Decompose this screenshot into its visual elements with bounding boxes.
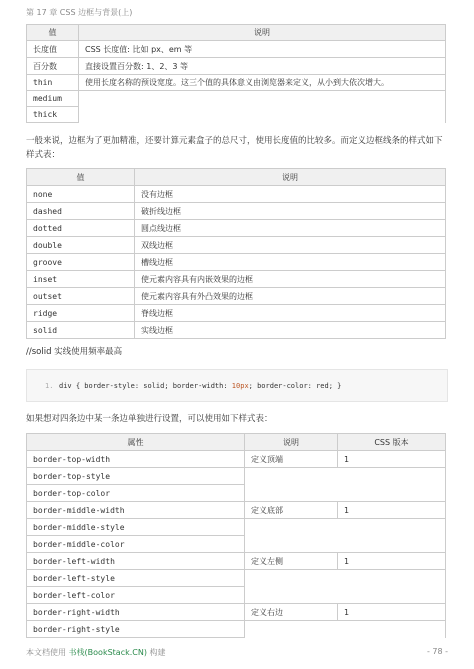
cell-value: outset — [27, 288, 135, 305]
cell-empty — [245, 468, 446, 502]
code-line-number: 1. — [45, 382, 54, 390]
cell-value: 长度值 — [27, 41, 79, 58]
length-values-table — [26, 24, 446, 123]
cell-desc: 定义左侧 — [245, 553, 338, 570]
code-number: 10px — [231, 382, 249, 390]
cell-value: dotted — [27, 220, 135, 237]
table-row — [27, 621, 446, 638]
table-row — [27, 91, 446, 107]
footer-suffix: 构建 — [149, 648, 166, 657]
cell-prop: border-top-style — [27, 468, 245, 485]
cell-desc: 圆点线边框 — [135, 220, 446, 237]
border-style-table — [26, 168, 446, 339]
cell-prop: border-right-width — [27, 604, 245, 621]
cell-desc: 定义顶端 — [245, 451, 338, 468]
cell-ver: 1 — [338, 604, 446, 621]
table-row — [27, 58, 446, 75]
cell-desc: 实线边框 — [135, 322, 446, 339]
cell-desc — [79, 91, 446, 123]
cell-prop: border-top-width — [27, 451, 245, 468]
cell-value: solid — [27, 322, 135, 339]
header-value: 值 — [27, 25, 79, 41]
code-after: ; border-color: red; } — [248, 382, 342, 390]
cell-prop: border-middle-color — [27, 536, 245, 553]
cell-prop: border-middle-style — [27, 519, 245, 536]
cell-value: inset — [27, 271, 135, 288]
cell-desc: 脊线边框 — [135, 305, 446, 322]
footer-brand-link[interactable]: 书栈(BookStack.CN) — [68, 648, 147, 657]
footer-text: 本文档使用 — [26, 648, 66, 657]
table-row — [27, 75, 446, 91]
table-row — [27, 288, 446, 305]
table-row — [27, 237, 446, 254]
header-value: 值 — [27, 169, 135, 186]
table-row — [27, 519, 446, 536]
solid-comment: //solid 实线使用频率最高 — [26, 347, 123, 357]
table-row — [27, 604, 446, 621]
cell-prop: border-right-style — [27, 621, 245, 638]
edge-properties-table — [26, 433, 446, 638]
cell-empty — [245, 570, 446, 604]
cell-empty — [245, 621, 446, 638]
cell-desc: 使用长度名称的预设宽度。这三个值的具体意义由浏览器来定义，从小到大依次增大。 — [79, 75, 446, 91]
code-line — [59, 382, 341, 390]
cell-value: medium — [27, 91, 79, 107]
header-desc: 说明 — [135, 169, 446, 186]
table-row — [27, 468, 446, 485]
cell-desc: 使元素内容具有外凸效果的边框 — [135, 288, 446, 305]
cell-desc: 使元素内容具有内嵌效果的边框 — [135, 271, 446, 288]
table-row — [27, 254, 446, 271]
cell-value: 百分数 — [27, 58, 79, 75]
header-desc: 说明 — [79, 25, 446, 41]
page-number: - 78 - — [426, 647, 448, 656]
table-row — [27, 502, 446, 519]
header-ver: CSS 版本 — [338, 434, 446, 451]
cell-value: groove — [27, 254, 135, 271]
cell-desc: 定义右边 — [245, 604, 338, 621]
cell-desc: 槽线边框 — [135, 254, 446, 271]
cell-desc: 没有边框 — [135, 186, 446, 203]
cell-value: none — [27, 186, 135, 203]
cell-prop: border-left-style — [27, 570, 245, 587]
cell-value: double — [27, 237, 135, 254]
cell-desc: CSS 长度值: 比如 px、em 等 — [79, 41, 446, 58]
cell-value: thin — [27, 75, 79, 91]
cell-desc: 定义底部 — [245, 502, 338, 519]
code-block — [26, 369, 448, 402]
cell-prop: border-left-width — [27, 553, 245, 570]
cell-ver: 1 — [338, 502, 446, 519]
cell-desc: 双线边框 — [135, 237, 446, 254]
table-row — [27, 271, 446, 288]
table-row — [27, 220, 446, 237]
table-row — [27, 451, 446, 468]
table-row — [27, 41, 446, 58]
table-row — [27, 553, 446, 570]
header-prop: 属性 — [27, 434, 245, 451]
cell-prop: border-top-color — [27, 485, 245, 502]
cell-prop: border-left-color — [27, 587, 245, 604]
cell-ver: 1 — [338, 553, 446, 570]
table-row — [27, 322, 446, 339]
cell-prop: border-middle-width — [27, 502, 245, 519]
page-footer — [26, 647, 448, 658]
table-row — [27, 305, 446, 322]
table-row — [27, 570, 446, 587]
code-before: div { border-style: solid; border-width: — [59, 382, 232, 390]
table-row — [27, 186, 446, 203]
table-row — [27, 203, 446, 220]
cell-ver: 1 — [338, 451, 446, 468]
cell-value: thick — [27, 107, 79, 123]
header-desc: 说明 — [245, 434, 338, 451]
page-header: 第 17 章 CSS 边框与背景(上) — [26, 8, 133, 17]
cell-empty — [245, 519, 446, 553]
cell-value: ridge — [27, 305, 135, 322]
cell-desc: 直接设置百分数: 1、2、3 等 — [79, 58, 446, 75]
paragraph-border-style-intro: 一般来说，边框为了更加精准，还要计算元素盒子的总尺寸，使用长度值的比较多。而定义边框线条的样式如下样式表： — [26, 136, 443, 160]
cell-desc: 破折线边框 — [135, 203, 446, 220]
paragraph-single-edge-intro: 如果想对四条边中某一条边单独进行设置，可以使用如下样式表： — [26, 414, 273, 424]
cell-value: dashed — [27, 203, 135, 220]
